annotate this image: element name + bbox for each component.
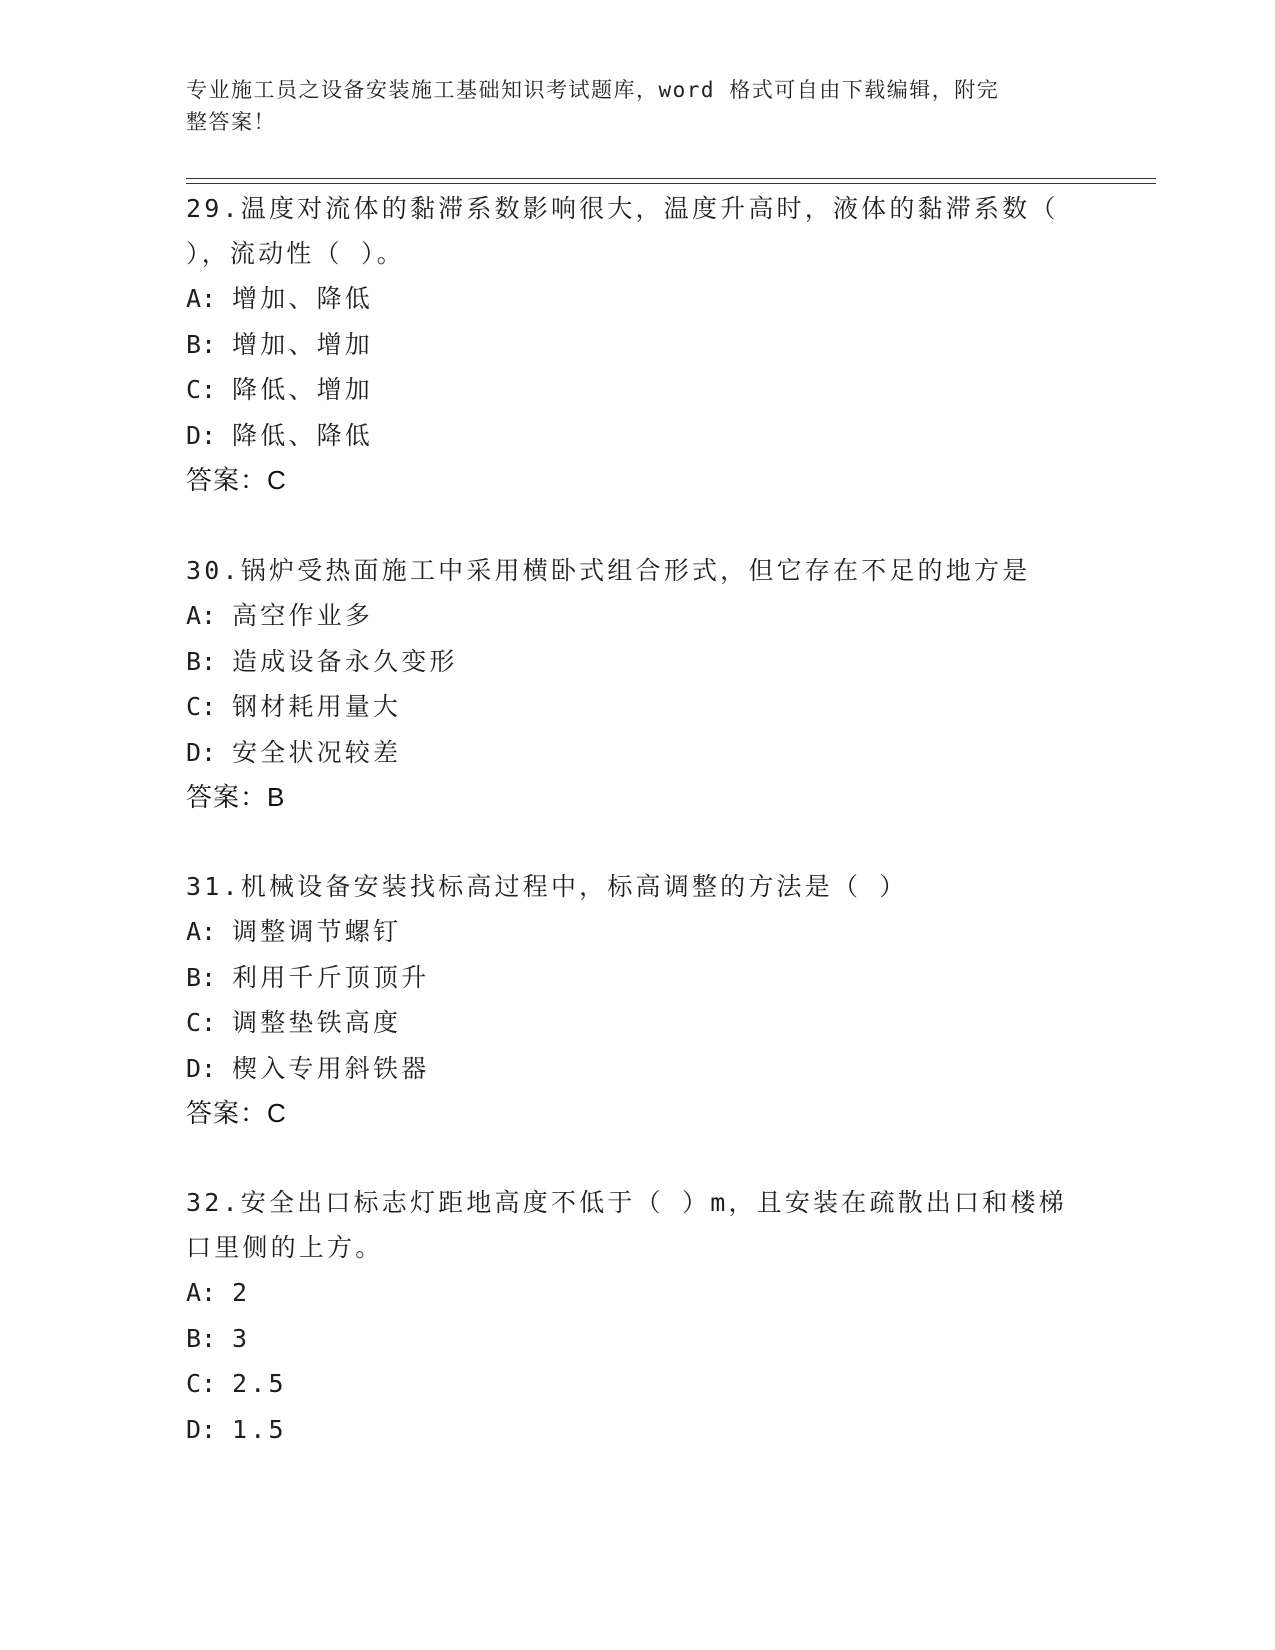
option-a: [186, 276, 1086, 322]
option-text: 楔入专用斜铁器: [232, 1053, 430, 1083]
answer-label: 答案：C: [186, 465, 287, 495]
option-key: B:: [186, 329, 217, 359]
option-a: [186, 593, 1086, 639]
option-text: 2.5: [232, 1369, 287, 1398]
option-key: A:: [186, 917, 217, 946]
option-text: 高空作业多: [232, 601, 374, 630]
option-d: [186, 730, 1086, 776]
option-a: [186, 909, 1086, 955]
option-text: 调整垫铁高度: [232, 1008, 402, 1037]
question-stem-line-1: 29.温度对流体的黏滞系数影响很大，温度升高时，液体的黏滞系数（: [186, 194, 1059, 223]
option-key: D:: [186, 737, 217, 767]
option-c: [186, 367, 1086, 413]
option-b: [186, 1316, 1086, 1362]
option-c: [186, 1000, 1086, 1046]
option-key: D:: [186, 1053, 217, 1083]
option-key: B:: [186, 962, 217, 992]
question-30: [186, 548, 1086, 820]
question-stem-line-1: 30.锅炉受热面施工中采用横卧式组合形式，但它存在不足的地方是: [186, 556, 1031, 585]
header-line-2: 整答案！: [186, 110, 276, 134]
answer-label: 答案：B: [186, 782, 286, 812]
option-key: D:: [186, 1414, 217, 1444]
option-text: 安全状况较差: [232, 737, 402, 767]
option-key: D:: [186, 420, 217, 450]
question-stem-line-2: ），流动性（ ）。: [186, 239, 405, 268]
question-31: [186, 864, 1086, 1136]
option-key: A:: [186, 601, 217, 630]
option-d: [186, 413, 1086, 459]
option-text: 增加、降低: [232, 284, 374, 313]
question-29: [186, 186, 1086, 503]
option-text: 3: [232, 1323, 251, 1353]
option-d: [186, 1046, 1086, 1092]
header-line-1: 专业施工员之设备安装施工基础知识考试题库，word 格式可自由下载编辑，附完: [186, 78, 1000, 102]
option-c: [186, 1361, 1086, 1407]
question-stem-line-1: 31.机械设备安装找标高过程中，标高调整的方法是（ ）: [186, 872, 908, 901]
option-text: 降低、增加: [232, 375, 374, 404]
option-key: C:: [186, 1369, 217, 1398]
option-text: 降低、降低: [232, 420, 374, 450]
option-c: [186, 684, 1086, 730]
answer-label: 答案：C: [186, 1098, 287, 1128]
option-b: [186, 639, 1086, 685]
option-text: 造成设备永久变形: [232, 646, 458, 676]
option-b: [186, 955, 1086, 1001]
document-header: [186, 74, 1076, 138]
option-text: 2: [232, 1278, 251, 1307]
option-key: C:: [186, 375, 217, 404]
option-text: 调整调节螺钉: [232, 917, 402, 946]
option-text: 增加、增加: [232, 329, 374, 359]
option-key: B:: [186, 1323, 217, 1353]
option-d: [186, 1407, 1086, 1453]
option-key: C:: [186, 1008, 217, 1037]
option-key: A:: [186, 284, 217, 313]
option-key: A:: [186, 1278, 217, 1307]
option-text: 利用千斤顶顶升: [232, 962, 430, 992]
option-text: 钢材耗用量大: [232, 692, 402, 721]
question-stem-line-1: 32.安全出口标志灯距地高度不低于（ ）m，且安装在疏散出口和楼梯: [186, 1188, 1067, 1217]
option-text: 1.5: [232, 1414, 287, 1444]
question-stem-line-2: 口里侧的上方。: [186, 1233, 384, 1262]
header-divider-top: [186, 178, 1156, 179]
option-key: C:: [186, 692, 217, 721]
option-b: [186, 322, 1086, 368]
option-a: [186, 1270, 1086, 1316]
option-key: B:: [186, 646, 217, 676]
header-divider-bottom: [186, 183, 1156, 184]
question-32: [186, 1180, 1086, 1452]
